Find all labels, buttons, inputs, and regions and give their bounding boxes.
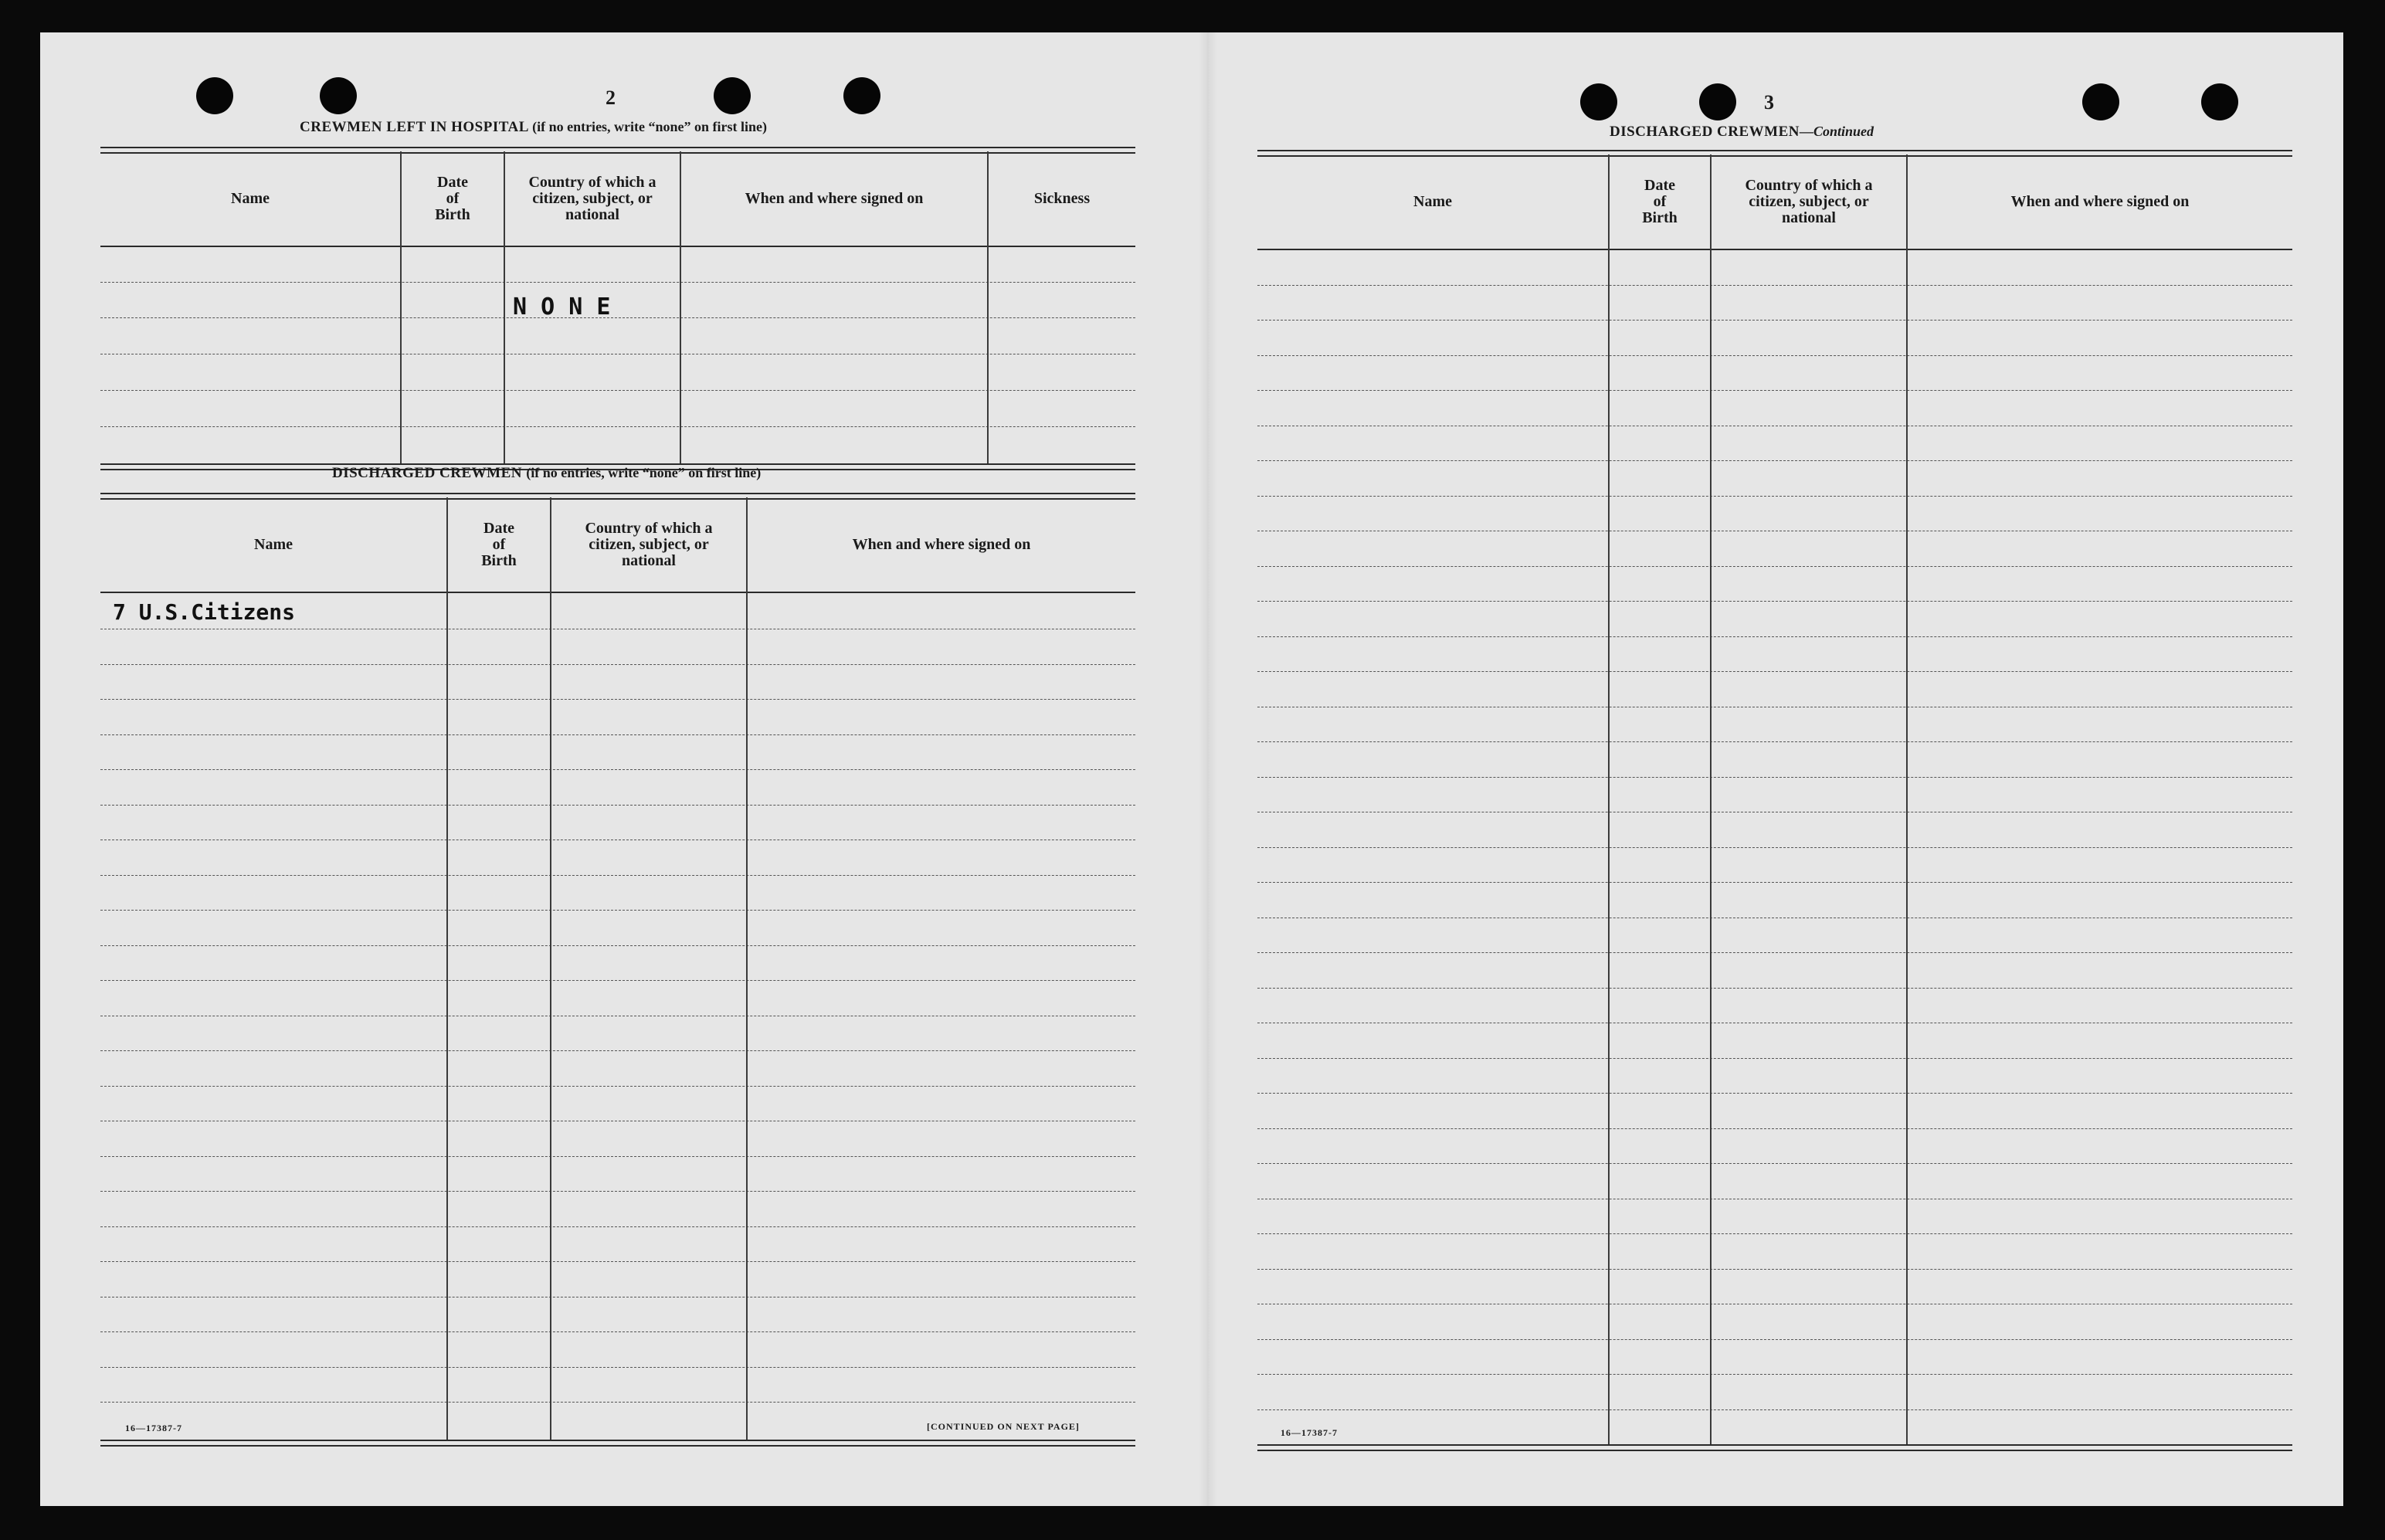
table-row	[1257, 952, 2292, 953]
header-date-of-birth: Date of Birth	[435, 173, 470, 223]
table-row	[100, 875, 1135, 876]
table-row	[1257, 390, 2292, 391]
punch-hole	[1580, 83, 1617, 120]
table-row	[100, 1050, 1135, 1051]
header-date-of-birth: Date of Birth	[1642, 176, 1678, 226]
typed-entry-citizens: 7 U.S.Citizens	[113, 599, 296, 625]
table-row	[1257, 1093, 2292, 1094]
column-divider	[1906, 154, 1908, 1444]
table-row	[100, 390, 1135, 391]
table-row	[1257, 1339, 2292, 1340]
discharged-continued-title	[1610, 124, 1874, 141]
hospital-title-text: CREWMEN LEFT IN HOSPITAL	[300, 119, 528, 135]
table-row	[100, 426, 1135, 427]
table-row	[100, 1331, 1135, 1332]
punch-hole	[1699, 83, 1736, 120]
header-rule	[1257, 249, 2292, 250]
discharged-table	[100, 493, 1135, 1447]
column-divider	[550, 497, 551, 1440]
column-divider	[746, 497, 748, 1440]
table-row	[1257, 741, 2292, 742]
table-bottom-rule	[100, 1440, 1135, 1447]
right-page	[1206, 32, 2343, 1506]
header-signed-on: When and where signed on	[852, 535, 1031, 553]
table-row	[1257, 601, 2292, 602]
discharged-continued-table	[1257, 150, 2292, 1452]
table-row	[100, 664, 1135, 665]
table-row	[100, 734, 1135, 735]
punch-hole	[2201, 83, 2238, 120]
punch-hole	[843, 77, 880, 114]
table-row	[1257, 847, 2292, 848]
column-divider	[1710, 154, 1712, 1444]
table-row	[1257, 882, 2292, 883]
hospital-table	[100, 147, 1135, 473]
table-row	[1257, 496, 2292, 497]
column-divider	[446, 497, 448, 1440]
header-name: Name	[1413, 192, 1452, 210]
table-row	[100, 805, 1135, 806]
table-row	[100, 282, 1135, 283]
table-row	[100, 317, 1135, 318]
header-country: Country of which a citizen, subject, or national	[585, 519, 713, 569]
table-row	[100, 1226, 1135, 1227]
page-number: 3	[1764, 91, 1774, 114]
header-rule	[100, 592, 1135, 593]
table-row	[100, 699, 1135, 700]
punch-hole	[320, 77, 357, 114]
table-row	[1257, 285, 2292, 286]
discharged-title-text: DISCHARGED CREWMEN	[1610, 124, 1800, 140]
header-date-of-birth: Date of Birth	[481, 519, 517, 569]
table-row	[100, 1156, 1135, 1157]
table-row	[100, 945, 1135, 946]
header-country: Country of which a citizen, subject, or national	[528, 173, 656, 223]
typed-entry-none: N O N E	[513, 293, 611, 321]
header-country: Country of which a citizen, subject, or national	[1745, 176, 1873, 226]
table-row	[1257, 1409, 2292, 1410]
punch-hole	[196, 77, 233, 114]
table-row	[1257, 1163, 2292, 1164]
table-row	[1257, 636, 2292, 637]
table-row	[1257, 460, 2292, 461]
table-row	[1257, 1374, 2292, 1375]
table-row	[1257, 671, 2292, 672]
column-divider	[1608, 154, 1610, 1444]
table-row	[100, 769, 1135, 770]
table-bottom-rule	[1257, 1444, 2292, 1451]
header-signed-on: When and where signed on	[2010, 192, 2190, 210]
left-page	[40, 32, 1206, 1506]
continued-label: —Continued	[1800, 124, 1874, 139]
table-row	[1257, 1128, 2292, 1129]
hospital-section-title	[300, 119, 767, 136]
punch-hole	[2082, 83, 2119, 120]
table-row	[100, 910, 1135, 911]
header-name: Name	[231, 189, 270, 207]
table-row	[1257, 1269, 2292, 1270]
form-number: 16—17387-7	[125, 1423, 182, 1433]
discharged-title-note: (if no entries, write “none” on first line)	[526, 465, 762, 480]
table-row	[100, 1191, 1135, 1192]
table-row	[1257, 1058, 2292, 1059]
table-row	[100, 980, 1135, 981]
table-row	[1257, 777, 2292, 778]
hospital-title-note: (if no entries, write “none” on first line)	[532, 119, 768, 134]
table-row	[100, 1261, 1135, 1262]
table-row	[100, 1402, 1135, 1403]
continued-note: [CONTINUED ON NEXT PAGE]	[927, 1421, 1080, 1432]
header-sickness: Sickness	[1033, 189, 1091, 207]
table-row	[1257, 1233, 2292, 1234]
table-row	[1257, 988, 2292, 989]
form-number: 16—17387-7	[1281, 1427, 1338, 1438]
table-row	[1257, 566, 2292, 567]
header-rule	[100, 246, 1135, 247]
punch-hole	[714, 77, 751, 114]
table-row	[100, 1086, 1135, 1087]
header-signed-on: When and where signed on	[745, 189, 924, 207]
discharged-section-title	[332, 465, 761, 482]
table-row	[1257, 355, 2292, 356]
page-number: 2	[606, 86, 616, 109]
document-sheet	[40, 32, 2343, 1506]
table-row	[1257, 320, 2292, 321]
header-name: Name	[254, 535, 293, 553]
discharged-title-text: DISCHARGED CREWMEN	[332, 465, 522, 481]
table-row	[100, 1367, 1135, 1368]
